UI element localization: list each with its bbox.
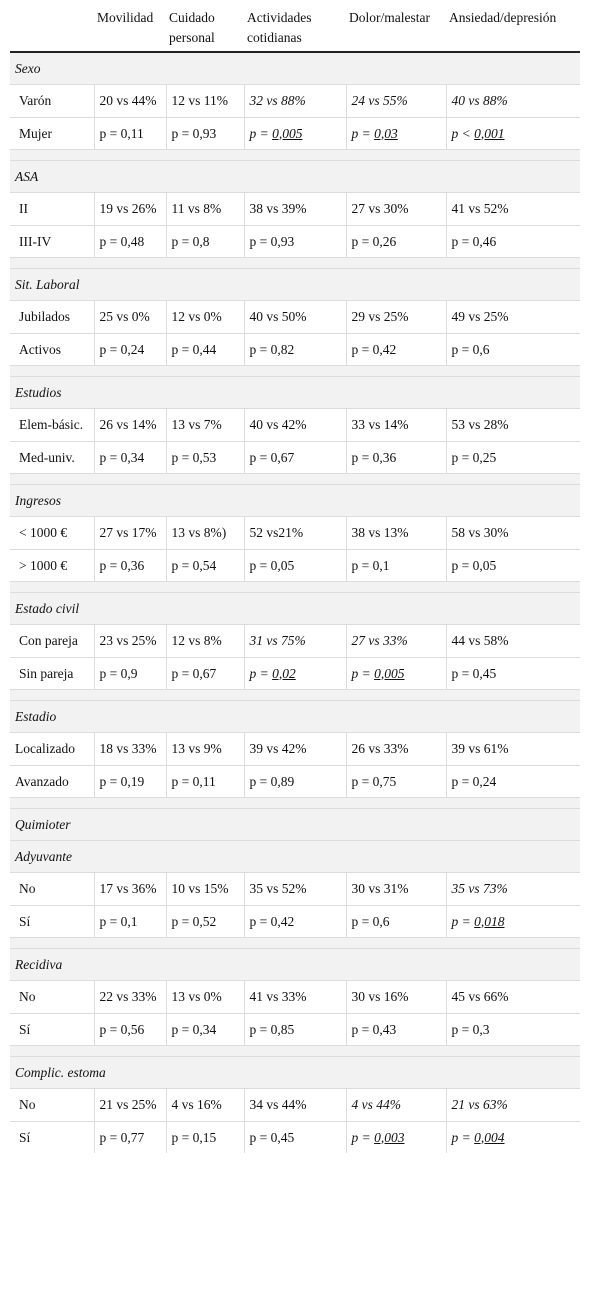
section-title: Ingresos (10, 485, 580, 517)
table-cell: 23 vs 25% (94, 625, 166, 658)
group-spacer (10, 690, 580, 701)
table-cell: p = 0,67 (244, 442, 346, 474)
row-label: Localizado (10, 733, 94, 766)
row-label: Sí (10, 1122, 94, 1154)
table-cell: p = 0,42 (346, 334, 446, 366)
row-label: < 1000 € (10, 517, 94, 550)
row-label: Med-univ. (10, 442, 94, 474)
row-label: Varón (10, 85, 94, 118)
significant-p-value: 0,03 (374, 125, 398, 141)
section-title: Estado civil (10, 593, 580, 625)
table-cell: p = 0,3 (446, 1014, 580, 1046)
table-cell: p = 0,05 (244, 550, 346, 582)
table-cell: p = 0,8 (166, 226, 244, 258)
table-row (10, 118, 580, 150)
table-cell (346, 1122, 446, 1154)
table-cell: p = 0,42 (244, 906, 346, 938)
table-row (10, 1089, 580, 1122)
row-label: No (10, 1089, 94, 1122)
table-cell: p = 0,25 (446, 442, 580, 474)
table-row (10, 981, 580, 1014)
table-cell: p = 0,77 (94, 1122, 166, 1154)
table-cell: p = 0,48 (94, 226, 166, 258)
table-row (10, 733, 580, 766)
table-cell: 58 vs 30% (446, 517, 580, 550)
section-title: Complic. estoma (10, 1057, 580, 1089)
table-cell: 24 vs 55% (346, 85, 446, 118)
table-cell: 26 vs 33% (346, 733, 446, 766)
table-cell: 13 vs 9% (166, 733, 244, 766)
table-cell: 38 vs 13% (346, 517, 446, 550)
significant-p-value: 0,001 (474, 125, 505, 141)
table-row (10, 226, 580, 258)
table-cell: 12 vs 8% (166, 625, 244, 658)
section-header (10, 485, 580, 517)
column-header-empty (10, 6, 94, 52)
table-cell: p = 0,6 (346, 906, 446, 938)
row-label: Sí (10, 1014, 94, 1046)
table-cell: 12 vs 0% (166, 301, 244, 334)
table-row (10, 409, 580, 442)
table-cell: 27 vs 30% (346, 193, 446, 226)
table-cell: 30 vs 16% (346, 981, 446, 1014)
table-cell: p = 0,26 (346, 226, 446, 258)
table-cell: 31 vs 75% (244, 625, 346, 658)
table-cell: 34 vs 44% (244, 1089, 346, 1122)
column-header-dolor-malestar: Dolor/malestar (346, 6, 446, 52)
table-cell: p = 0,1 (346, 550, 446, 582)
row-label: No (10, 981, 94, 1014)
section-header (10, 1057, 580, 1089)
table-cell: p = 0,56 (94, 1014, 166, 1046)
table-cell: 20 vs 44% (94, 85, 166, 118)
table-cell: 33 vs 14% (346, 409, 446, 442)
spacer-cell (10, 1046, 580, 1057)
section-header (10, 377, 580, 409)
table-row (10, 1014, 580, 1046)
table-cell: 29 vs 25% (346, 301, 446, 334)
results-table (10, 6, 580, 1153)
section-title: Sexo (10, 52, 580, 85)
table-cell: p = 0,45 (446, 658, 580, 690)
table-row (10, 550, 580, 582)
row-label: Mujer (10, 118, 94, 150)
table-row (10, 873, 580, 906)
group-spacer (10, 258, 580, 269)
table-cell: p = 0,9 (94, 658, 166, 690)
table-cell: p = 0,11 (94, 118, 166, 150)
table-cell (446, 906, 580, 938)
significant-p-value: 0,005 (374, 665, 405, 681)
table-cell: p = 0,36 (94, 550, 166, 582)
table-cell: p = 0,44 (166, 334, 244, 366)
table-row (10, 301, 580, 334)
row-label: Avanzado (10, 766, 94, 798)
group-spacer (10, 938, 580, 949)
table-cell: 32 vs 88% (244, 85, 346, 118)
table-cell: p = 0,89 (244, 766, 346, 798)
p-value-prefix: p = (249, 665, 273, 681)
table-cell (346, 658, 446, 690)
table-cell: p = 0,24 (94, 334, 166, 366)
table-cell: p = 0,93 (166, 118, 244, 150)
spacer-cell (10, 258, 580, 269)
section-header (10, 269, 580, 301)
table-cell: 49 vs 25% (446, 301, 580, 334)
table-cell: 13 vs 7% (166, 409, 244, 442)
table-cell (346, 118, 446, 150)
table-cell: 44 vs 58% (446, 625, 580, 658)
table-row (10, 1122, 580, 1154)
row-label: No (10, 873, 94, 906)
table-cell: p = 0,15 (166, 1122, 244, 1154)
table-cell: p = 0,34 (166, 1014, 244, 1046)
group-spacer (10, 150, 580, 161)
spacer-cell (10, 474, 580, 485)
column-header-movilidad: Movilidad (94, 6, 166, 52)
table-cell (244, 658, 346, 690)
table-cell: 53 vs 28% (446, 409, 580, 442)
section-title: Recidiva (10, 949, 580, 981)
table-row (10, 85, 580, 118)
table-row (10, 658, 580, 690)
table-cell: 35 vs 52% (244, 873, 346, 906)
table-cell: p = 0,43 (346, 1014, 446, 1046)
table-cell: p = 0,93 (244, 226, 346, 258)
group-spacer (10, 582, 580, 593)
spacer-cell (10, 690, 580, 701)
section-header (10, 701, 580, 733)
section-header (10, 161, 580, 193)
p-value-prefix: p = (351, 1129, 375, 1145)
table-cell: 40 vs 50% (244, 301, 346, 334)
table-cell: 11 vs 8% (166, 193, 244, 226)
table-cell: 18 vs 33% (94, 733, 166, 766)
table-cell: 17 vs 36% (94, 873, 166, 906)
table-row (10, 906, 580, 938)
spacer-cell (10, 798, 580, 809)
spacer-cell (10, 366, 580, 377)
column-header-cuidado-personal: Cuidado personal (166, 6, 244, 52)
p-value-prefix: p = (351, 125, 375, 141)
table-cell: p = 0,05 (446, 550, 580, 582)
table-cell: 41 vs 33% (244, 981, 346, 1014)
table-cell: 12 vs 11% (166, 85, 244, 118)
row-label: Con pareja (10, 625, 94, 658)
table-cell: p = 0,67 (166, 658, 244, 690)
table-cell: 30 vs 31% (346, 873, 446, 906)
row-label: Activos (10, 334, 94, 366)
row-label: III-IV (10, 226, 94, 258)
group-spacer (10, 798, 580, 809)
row-label: > 1000 € (10, 550, 94, 582)
spacer-cell (10, 938, 580, 949)
table-cell: 22 vs 33% (94, 981, 166, 1014)
table-cell: 19 vs 26% (94, 193, 166, 226)
table-cell: 4 vs 44% (346, 1089, 446, 1122)
table-cell: 38 vs 39% (244, 193, 346, 226)
table-cell: p = 0,53 (166, 442, 244, 474)
table-cell: 40 vs 88% (446, 85, 580, 118)
table-cell: 13 vs 0% (166, 981, 244, 1014)
table-cell: p = 0,11 (166, 766, 244, 798)
p-value-prefix: p = (451, 1129, 475, 1145)
table-cell: 45 vs 66% (446, 981, 580, 1014)
section-title: Adyuvante (10, 841, 580, 873)
table-row (10, 766, 580, 798)
significant-p-value: 0,003 (374, 1129, 405, 1145)
row-label: Sin pareja (10, 658, 94, 690)
section-header (10, 593, 580, 625)
header-row (10, 6, 580, 52)
p-value-prefix: p < (451, 125, 475, 141)
spacer-cell (10, 582, 580, 593)
section-title: ASA (10, 161, 580, 193)
group-spacer (10, 474, 580, 485)
p-value-prefix: p = (249, 125, 273, 141)
table-cell: p = 0,54 (166, 550, 244, 582)
table-cell (446, 1122, 580, 1154)
table-cell: p = 0,34 (94, 442, 166, 474)
table-row (10, 193, 580, 226)
section-subheader (10, 841, 580, 873)
table-cell: 40 vs 42% (244, 409, 346, 442)
table-cell: 41 vs 52% (446, 193, 580, 226)
spacer-cell (10, 150, 580, 161)
table-cell: 27 vs 33% (346, 625, 446, 658)
row-label: Sí (10, 906, 94, 938)
table-cell: p = 0,82 (244, 334, 346, 366)
table-cell (446, 118, 580, 150)
table-cell: p = 0,6 (446, 334, 580, 366)
table-cell: p = 0,1 (94, 906, 166, 938)
column-header-actividades-cotidianas: Actividades cotidianas (244, 6, 346, 52)
p-value-prefix: p = (351, 665, 375, 681)
section-title: Estadio (10, 701, 580, 733)
table-row (10, 625, 580, 658)
table-cell: p = 0,75 (346, 766, 446, 798)
significant-p-value: 0,004 (474, 1129, 505, 1145)
table-cell: 35 vs 73% (446, 873, 580, 906)
table-cell: 21 vs 63% (446, 1089, 580, 1122)
row-label: Elem-básic. (10, 409, 94, 442)
row-label: Jubilados (10, 301, 94, 334)
row-label: II (10, 193, 94, 226)
section-header (10, 809, 580, 841)
table-cell: 21 vs 25% (94, 1089, 166, 1122)
section-title: Quimioter (10, 809, 580, 841)
table-cell: 52 vs21% (244, 517, 346, 550)
column-header-ansiedad-depresion: Ansiedad/depresión (446, 6, 580, 52)
table-cell (244, 118, 346, 150)
significant-p-value: 0,02 (272, 665, 296, 681)
table-row (10, 334, 580, 366)
table-cell: p = 0,45 (244, 1122, 346, 1154)
table-cell: p = 0,46 (446, 226, 580, 258)
section-header (10, 949, 580, 981)
table-cell: 39 vs 61% (446, 733, 580, 766)
table-cell: 27 vs 17% (94, 517, 166, 550)
section-header (10, 52, 580, 85)
significant-p-value: 0,005 (272, 125, 303, 141)
section-title: Sit. Laboral (10, 269, 580, 301)
table-cell: 10 vs 15% (166, 873, 244, 906)
table-row (10, 517, 580, 550)
group-spacer (10, 1046, 580, 1057)
table-cell: p = 0,36 (346, 442, 446, 474)
table-cell: p = 0,24 (446, 766, 580, 798)
section-title: Estudios (10, 377, 580, 409)
table-cell: p = 0,85 (244, 1014, 346, 1046)
table-cell: 26 vs 14% (94, 409, 166, 442)
table-cell: p = 0,52 (166, 906, 244, 938)
significant-p-value: 0,018 (474, 913, 505, 929)
table-cell: 39 vs 42% (244, 733, 346, 766)
table-cell: 25 vs 0% (94, 301, 166, 334)
table-cell: 13 vs 8%) (166, 517, 244, 550)
table-cell: p = 0,19 (94, 766, 166, 798)
p-value-prefix: p = (451, 913, 475, 929)
group-spacer (10, 366, 580, 377)
table-body (10, 52, 580, 1153)
table-cell: 4 vs 16% (166, 1089, 244, 1122)
table-row (10, 442, 580, 474)
